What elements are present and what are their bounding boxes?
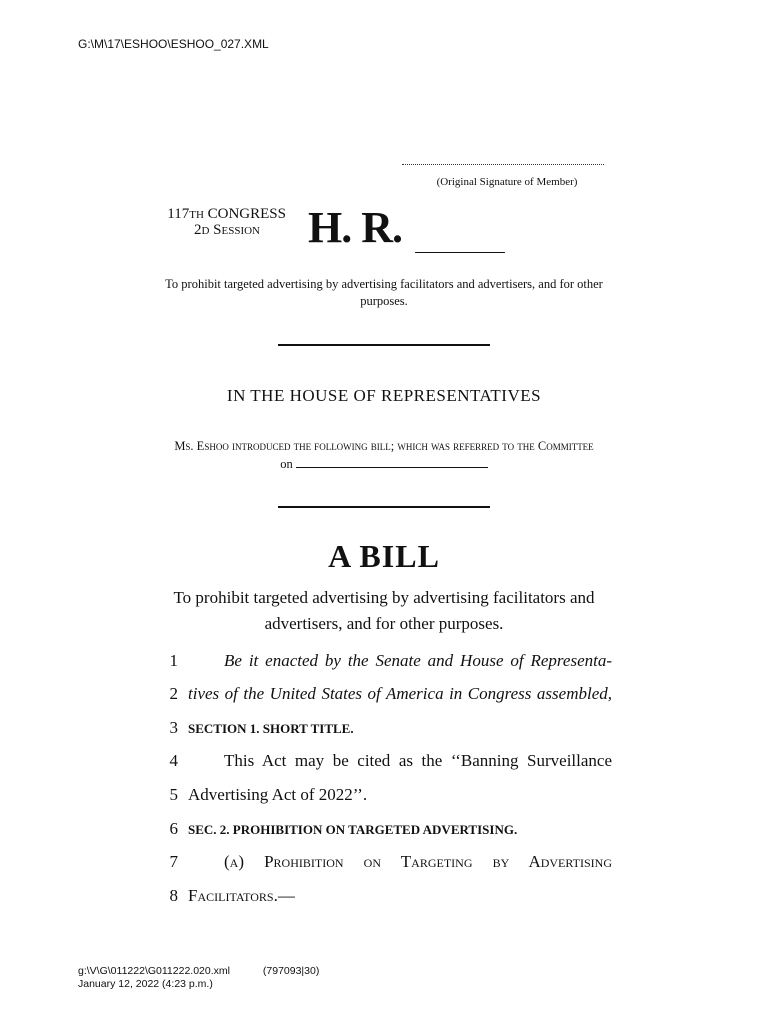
line-number: 8 [169,886,178,905]
congress-number: 117th CONGRESS [167,206,286,222]
introduction-text: Ms. Eshoo introduced the following bill; which was referred to the Committee [174,439,594,453]
bill-line [160,651,612,681]
section-heading: SECTION 1. SHORT TITLE. [188,721,354,736]
subsection-heading: (a) Prohibition on Targeting by Advertising [224,852,612,871]
divider-rule [278,506,490,508]
bill-line [160,819,612,849]
section-text: This Act may be cited as the ‘‘Banning Surveillance [224,751,612,770]
bill-purpose: To prohibit targeted advertising by advertising facilitators and advertisers, and for other purposes. [173,588,595,633]
committee-blank [296,455,488,468]
signature-line [402,152,604,165]
bill-number-label: H. R. [308,203,402,252]
bill-line [160,785,612,815]
line-number: 5 [169,785,178,804]
line-number: 1 [169,651,178,670]
document-footer [78,965,319,991]
section-heading: SEC. 2. PROHIBITION ON TARGETED ADVERTISING. [188,822,518,837]
purpose-summary: To prohibit targeted advertising by advertising facilitators and advertisers, and for other purposes. [165,277,603,308]
line-number: 3 [169,718,178,737]
bill-line [160,718,612,748]
line-number: 2 [169,684,178,703]
footer-date: January 12, 2022 (4:23 p.m.) [78,978,213,990]
footer-file: g:\V\G\011222\G011222.020.xml [78,965,230,977]
subsection-heading: Facilitators.— [188,886,295,905]
session-label: 2d Session [193,222,260,238]
bill-line [160,751,612,781]
bill-number-blank [415,252,505,253]
section-text: Advertising Act of 2022’’. [188,785,368,804]
signature-caption: (Original Signature of Member) [436,176,578,188]
committee-on-label: on [280,457,293,471]
bill-line [160,886,612,916]
introduction-statement [150,438,618,473]
chamber-heading: IN THE HOUSE OF REPRESENTATIVES [226,386,542,405]
line-number: 4 [169,751,178,770]
bill-line [160,852,612,882]
divider-rule [278,344,490,346]
footer-code: (797093|30) [262,965,320,977]
line-number: 7 [169,852,178,871]
line-number: 6 [169,819,178,838]
bill-line [160,684,612,714]
bill-title: A BILL [328,538,440,574]
file-path: G:\M\17\ESHOO\ESHOO_027.XML [78,37,269,51]
enacting-clause: Be it enacted by the Senate and House of Representa- [224,651,612,670]
enacting-clause: tives of the United States of America in Congress assembled, [188,684,612,703]
